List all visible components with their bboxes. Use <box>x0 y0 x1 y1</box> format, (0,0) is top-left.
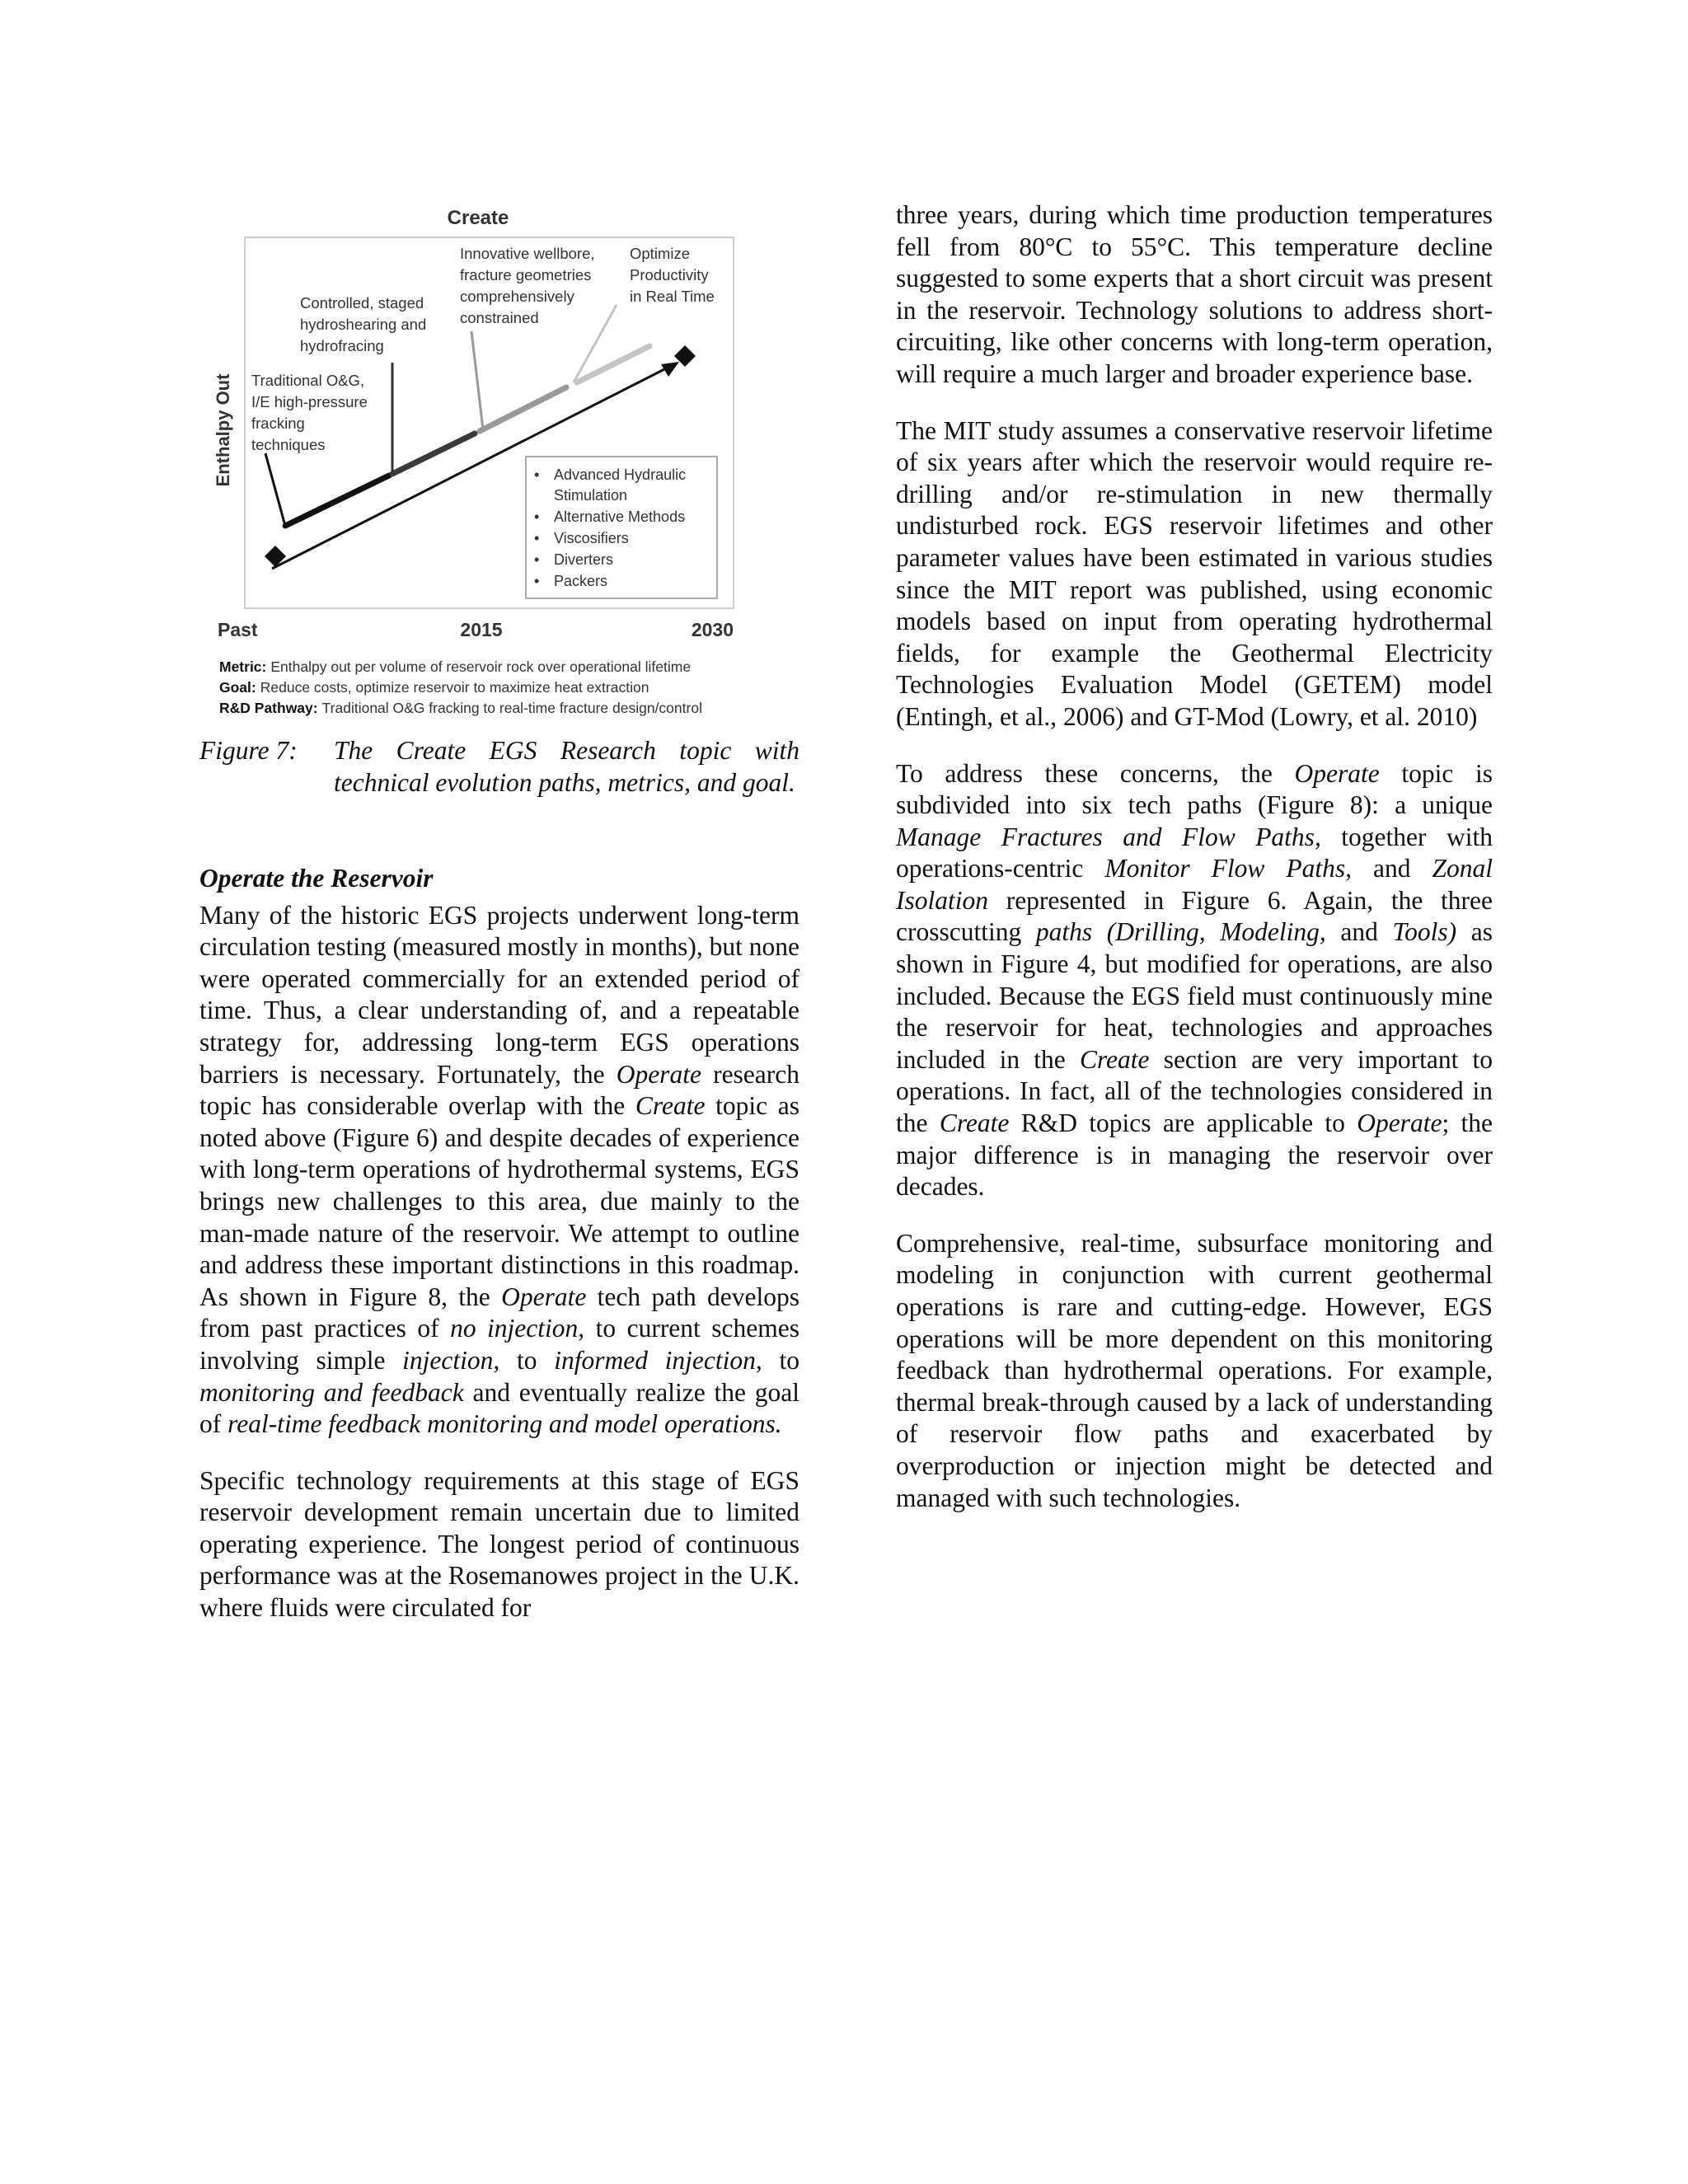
text-run: to current schemes involving simple <box>199 1314 799 1375</box>
stage1-callout <box>265 453 285 526</box>
text-run: and <box>1352 854 1432 883</box>
text-run: ; the major difference is in managing the reservoir over decades. <box>896 1108 1493 1202</box>
stage1-line2: I/E high-pressure <box>251 393 368 410</box>
figure-title: Create <box>447 207 509 229</box>
y-axis-label: Enthalpy Out <box>213 373 233 487</box>
methods-item: Viscosifiers <box>554 530 629 546</box>
text-run: R&D topics are applicable to <box>1009 1108 1357 1138</box>
italic-run: Zonal Isolation <box>896 854 1493 915</box>
methods-bullet: • <box>534 509 540 525</box>
italic-run: Create <box>1079 1044 1150 1074</box>
figure-caption <box>199 735 799 799</box>
text-run: and eventually realize the goal of <box>199 1377 799 1439</box>
italic-run: real-time feedback monitoring and model operations. <box>227 1409 782 1439</box>
text-run: section are very important to operations. In fact, all of the technologies considered in the <box>896 1044 1493 1138</box>
stage3-line1: Innovative wellbore, <box>460 245 595 262</box>
text-run: together with operations-centric <box>896 822 1493 883</box>
methods-item: Diverters <box>554 551 614 568</box>
text-run: and <box>1325 917 1393 947</box>
italic-run: injection, <box>402 1345 500 1375</box>
text-run: Many of the historic EGS projects underwent long-term circulation testing (measured mostly in months), but none were operated commercially for an extended period of time. Thus, a clear understanding of, and a repeatable strategy for, addressing long-term EGS operations barriers is necessary. Fortunately, the <box>199 900 799 1089</box>
italic-run: Create <box>939 1108 1010 1138</box>
stage1-label <box>251 372 368 453</box>
stage3-line3: comprehensively <box>460 288 574 305</box>
methods-bullet: • <box>534 551 540 568</box>
x-tick-2015: 2015 <box>460 619 503 640</box>
paragraph <box>896 758 1493 1203</box>
stage3-callout <box>471 331 483 429</box>
italic-run: Operate <box>616 1059 701 1089</box>
right-column <box>896 199 1493 1514</box>
stage3-label <box>460 245 595 326</box>
text-run: To address these concerns, the <box>896 758 1295 788</box>
paragraph <box>896 1228 1493 1514</box>
stage1-line3: fracking <box>251 415 305 432</box>
italic-run: Operate <box>1357 1108 1442 1138</box>
create-figure <box>206 199 791 727</box>
x-tick-2030: 2030 <box>691 619 734 640</box>
text-run: tech path develops from past practices of <box>199 1282 800 1343</box>
methods-item: Alternative Methods <box>554 509 686 525</box>
italic-run: informed injection, <box>554 1345 762 1375</box>
stage2-segment <box>392 434 475 474</box>
italic-run: no injection, <box>450 1314 585 1343</box>
italic-run: Monitor Flow Paths, <box>1104 854 1353 883</box>
pathway-line: R&D Pathway: Traditional O&G fracking to real-time fracture design/control <box>219 700 702 716</box>
italic-run: paths (Drilling, Modeling, <box>1035 917 1326 947</box>
text-run: as shown in Figure 4, but modified for operations, are also included. Because the EGS field must continuously mine the reservoir for heat, technologies and approaches included in the <box>896 917 1493 1074</box>
stage3-line4: constrained <box>460 309 539 326</box>
text-run: topic as noted above (Figure 6) and despite decades of experience with long-term operations of hydrothermal systems, EGS brings new challenges to this area, due mainly to the man-made nature of the reservoir. We attempt to outline and address these important distinctions in this roadmap. As shown in Figure 8, the <box>199 1091 799 1311</box>
left-column <box>199 863 799 1624</box>
stage4-segment <box>577 346 649 382</box>
text-run: to <box>762 1345 799 1375</box>
stage2-line2: hydroshearing and <box>300 316 427 333</box>
metric-line: Metric: Enthalpy out per volume of reservoir rock over operational lifetime <box>219 658 692 675</box>
methods-item: Packers <box>554 573 608 589</box>
paragraph <box>199 1465 799 1624</box>
italic-run: Tools) <box>1392 917 1457 947</box>
methods-item: Advanced Hydraulic <box>554 466 687 483</box>
paragraph <box>896 415 1493 733</box>
text-run: Specific technology requirements at this stage of EGS reservoir development remain uncertain due to limited operating experience. The longest period of continuous performance was at the Rosemanowes project in the U.K. where fluids were circulated for <box>199 1465 799 1623</box>
italic-run: monitoring and feedback <box>199 1377 464 1407</box>
stage4-line3: in Real Time <box>630 288 715 305</box>
stage4-line1: Optimize <box>630 245 690 262</box>
stage2-line3: hydrofracing <box>300 337 384 354</box>
stage4-line2: Productivity <box>630 266 709 284</box>
stage1-line1: Traditional O&G, <box>251 372 365 389</box>
italic-run: Operate <box>1294 758 1380 788</box>
methods-bullet: • <box>534 466 540 483</box>
stage4-label <box>630 245 715 305</box>
text-run: three years, during which time production temperatures fell from 80°C to 55°C. This temperature decline suggested to some experts that a short circuit was present in the reservoir. Technology solutions to address short-circuiting, like other concerns with long-term operation, will require a much larger and broader experience base. <box>896 200 1493 388</box>
stage2-line1: Controlled, staged <box>300 294 424 312</box>
goal-line: Goal: Reduce costs, optimize reservoir to maximize heat extraction <box>219 679 649 696</box>
x-tick-past: Past <box>218 619 258 640</box>
caption-label: Figure 7: <box>199 736 298 765</box>
methods-item: Stimulation <box>554 487 628 504</box>
italic-run: Create <box>635 1091 706 1121</box>
methods-bullet: • <box>534 530 540 546</box>
paragraph <box>896 199 1493 391</box>
italic-run: Operate <box>501 1282 587 1311</box>
section-heading: Operate the Reservoir <box>199 864 434 893</box>
stage2-label <box>300 294 426 354</box>
create-figure-svg <box>206 199 791 727</box>
text-run: to <box>499 1345 555 1375</box>
text-run: represented in Figure 6. Again, the three crosscutting <box>896 885 1493 947</box>
methods-bullet: • <box>534 573 540 589</box>
text-run: Comprehensive, real-time, subsurface monitoring and modeling in conjunction with current geothermal operations is rare and cutting-edge. However, EGS operations will be more dependent on this monitoring feedback than hydrothermal operations. For example, thermal break-through caused by a lack of understanding of reservoir flow paths and exacerbated by overproduction or injection might be detected and managed with such technologies. <box>896 1228 1493 1512</box>
text-run: topic is subdivided into six tech paths (Figure 8): a unique <box>896 758 1493 820</box>
text-run: research topic has considerable overlap with the <box>199 1059 799 1121</box>
italic-run: Manage Fractures and Flow Paths, <box>896 822 1321 851</box>
stage3-line2: fracture geometries <box>460 266 592 284</box>
stage1-line4: techniques <box>251 436 326 453</box>
caption-text: The Create EGS Research topic with technical evolution paths, metrics, and goal. <box>334 736 799 797</box>
paragraph <box>199 900 799 1441</box>
text-run: The MIT study assumes a conservative reservoir lifetime of six years after which the reservoir would require re-drilling and/or re-stimulation in new thermally undisturbed rock. EGS reservoir lifetimes and other parameter values have been estimated in various studies since the MIT report was published, using economic models based on input from operating hydrothermal fields, for example the Geothermal Electricity Technologies Evaluation Model (GETEM) model (Entingh, et al., 2006) and GT-Mod (Lowry, et al. 2010) <box>896 415 1493 731</box>
